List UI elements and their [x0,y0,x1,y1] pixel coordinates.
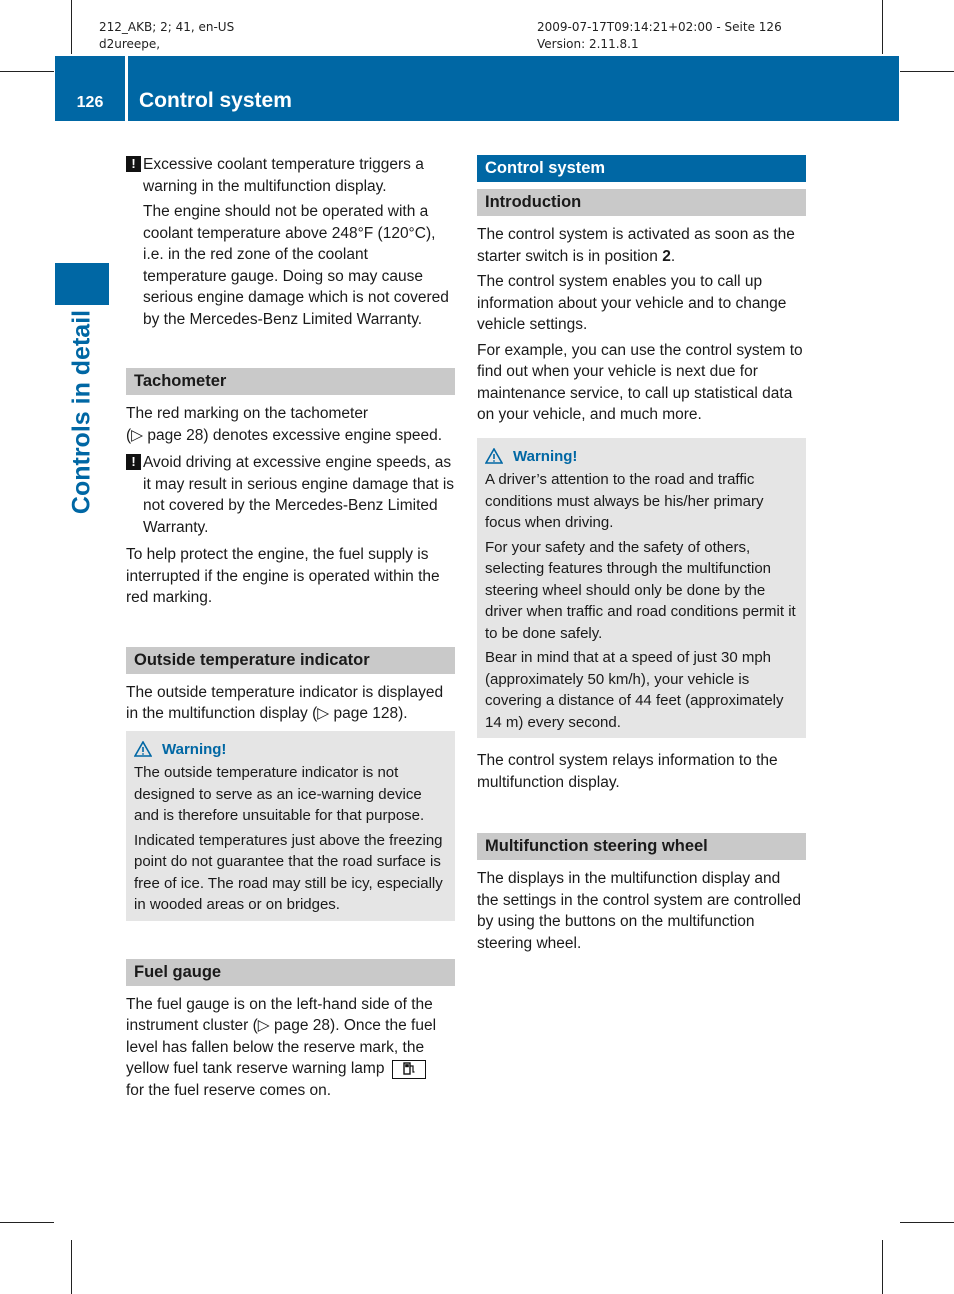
paragraph: For example, you can use the control system to find out when your vehicle is next due for maintenance service, to call up statistical data on your vehicle, and much more. [477,341,803,423]
page-number: 126 [76,94,104,111]
exclamation-icon: ! [126,156,141,172]
paragraph: The outside temperature indicator is displayed in the multifunction display (▷ page 128). [126,683,444,722]
section-heading-control-system: Control system [477,155,806,182]
warning-title: Warning! [162,740,227,758]
warning-header [134,739,447,761]
crop-mark [900,71,954,72]
paragraph: To help protect the engine, the fuel supply is interrupted if the engine is operated within the red marking. [126,546,440,606]
paragraph [477,224,806,267]
switch-position: 2 [662,247,671,265]
crop-mark [882,1240,883,1294]
paragraph: The control system enables you to call up information about your vehicle and to change vehicle settings. [477,273,787,333]
crop-mark [900,1222,954,1223]
note-text: Avoid driving at excessive engine speeds, as it may result in serious engine damage that is not covered by the Mercedes-Benz Limited Warranty. [143,454,455,536]
paragraph [126,403,455,446]
meta-line: 212_AKB; 2; 41, en-US [99,20,235,34]
print-meta-right [537,19,782,53]
meta-line: d2ureepe, [99,37,161,51]
text: for the fuel reserve comes on. [126,1081,332,1099]
section-heading-multifunction-steering-wheel: Multifunction steering wheel [477,833,806,860]
warning-title: Warning! [513,447,578,465]
crop-mark [0,71,54,72]
caution-note [126,154,455,197]
crop-mark [882,0,883,54]
warning-text: The outside temperature indicator is not designed to serve as an ice-warning device and is therefore unsuitable for that purpose. [134,764,425,824]
chapter-title: Controls in detail [67,309,96,515]
paragraph [126,994,455,1102]
right-column [477,155,806,958]
warning-text: For your safety and the safety of others, selecting features through the multifunction steering wheel should only be done by the driver when traffic and road conditions permit it to be done safely. [485,538,796,642]
paragraph: The control system relays information to the multifunction display. [477,752,778,791]
section-heading-tachometer: Tachometer [126,368,455,395]
section-heading-fuel-gauge: Fuel gauge [126,959,455,986]
page-title: Control system [139,89,292,112]
chapter-tab [55,263,109,305]
fuel-pump-icon [392,1060,426,1079]
warning-box [477,438,806,739]
warning-text: Bear in mind that at a speed of just 30 mph (approximately 50 km/h), your vehicle is covering a distance of 44 feet (approximately 14 m) every second. [485,649,784,731]
warning-box [126,731,455,921]
warning-triangle-icon [134,741,152,757]
caution-note [126,452,455,538]
text: The control system is activated as soon as the starter switch is in position [477,226,795,265]
warning-text: A driver’s attention to the road and traffic conditions must always be his/her primary focus when driving. [485,471,764,531]
meta-line: Version: 2.11.8.1 [537,37,639,51]
text: The fuel gauge is on the left-hand side of the instrument cluster (▷ page 28). Once the fuel level has fallen below the reserve mark, the yellow fuel tank reserve warning lamp [126,995,437,1077]
text: The red marking on the tachometer [126,405,369,422]
crop-mark [71,1240,72,1294]
text: . [670,247,676,265]
crop-mark [0,1222,54,1223]
exclamation-icon: ! [126,454,141,470]
warning-text: Indicated temperatures just above the freezing point do not guarantee that the road surface is free of ice. The road may still be icy, especially in wooded areas or on bridges. [134,831,443,913]
paragraph: The displays in the multifunction display and the settings in the control system are controlled by using the buttons on the multifunction steering wheel. [477,870,801,952]
left-column [126,154,455,1105]
header-divider [125,56,128,121]
note-text: The engine should not be operated with a coolant temperature above 248°F (120°C), i.e. in the red zone of the coolant temperature gauge. Doing so may cause serious engine damage which is not covered by the Mercedes-Benz Limited Warranty. [143,203,449,328]
meta-line: 2009-07-17T09:14:21+02:00 - Seite 126 [537,20,782,34]
print-meta-left [99,19,234,53]
crop-mark [71,0,72,54]
page-reference: (▷ page 28) denotes excessive engine speed. [126,426,443,444]
section-heading-introduction: Introduction [477,189,806,216]
page-header [55,56,899,121]
section-heading-outside-temperature: Outside temperature indicator [126,647,455,674]
note-text: Excessive coolant temperature triggers a warning in the multifunction display. [143,156,424,195]
warning-triangle-icon [485,448,503,464]
warning-header [485,446,798,468]
